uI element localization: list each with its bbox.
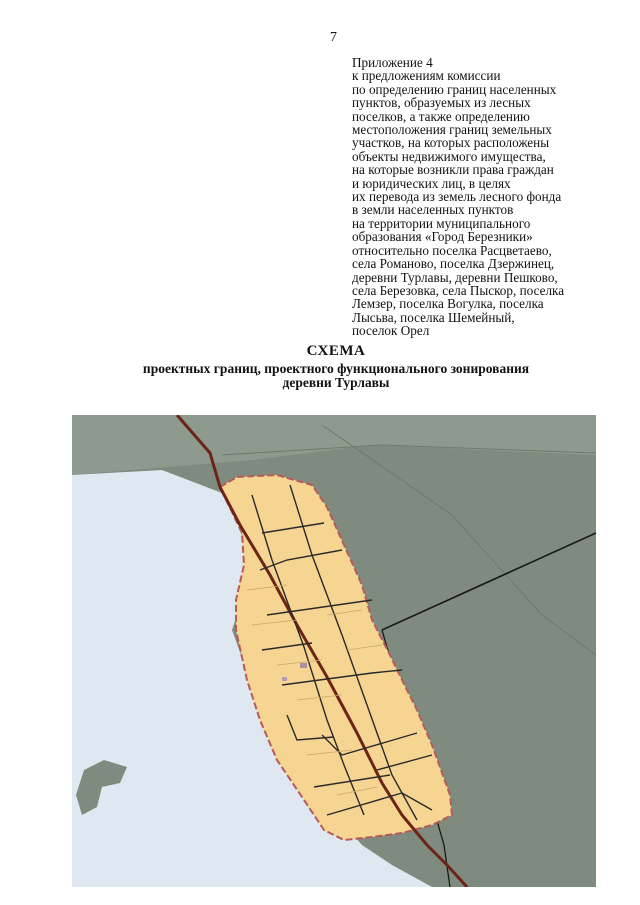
appendix-line: участков, на которых расположены [352, 135, 550, 151]
appendix-line: села Березовка, села Пыскор, поселка [352, 282, 565, 298]
appendix-line: и юридических лиц, в целях [352, 175, 511, 191]
map-graphic [72, 415, 596, 887]
appendix-line: пунктов, образуемых из лесных [352, 95, 531, 111]
building [282, 677, 287, 681]
appendix-line: на территории муниципального [352, 215, 531, 231]
village-boundary-map [72, 415, 596, 887]
appendix-line: деревни Турлавы, деревни Пешково, [352, 269, 558, 285]
appendix-line: Лысьва, поселка Шемейный, [352, 309, 515, 325]
subtitle-line: деревни Турлавы [282, 375, 390, 390]
building [300, 663, 307, 668]
appendix-line: поселков, а также определению [352, 108, 530, 124]
appendix-line: к предложениям комиссии [352, 68, 501, 84]
schema-subtitle [0, 362, 640, 390]
appendix-line: их перевода из земель лесного фонда [352, 189, 562, 205]
appendix-line: по определению границ населенных [352, 81, 557, 97]
appendix-line: Лемзер, поселка Вогулка, поселка [352, 296, 544, 312]
appendix-line: в земли населенных пунктов [352, 202, 514, 218]
appendix-line: объекты недвижимого имущества, [352, 148, 546, 164]
appendix-line: относительно поселка Расцветаево, [352, 242, 552, 258]
subtitle-line: проектных границ, проектного функционального зонирования [142, 361, 530, 376]
schema-title: СХЕМА [306, 343, 366, 359]
appendix-text [352, 56, 622, 338]
appendix-line: образования «Город Березники» [352, 229, 533, 245]
page-number: 7 [330, 30, 337, 45]
appendix-line: поселок Орел [352, 323, 430, 339]
appendix-line: села Романово, поселка Дзержинец, [352, 256, 555, 272]
appendix-line: на которые возникли права граждан [352, 162, 554, 178]
appendix-line: местоположения границ земельных [352, 122, 552, 138]
appendix-line: Приложение 4 [352, 55, 433, 70]
